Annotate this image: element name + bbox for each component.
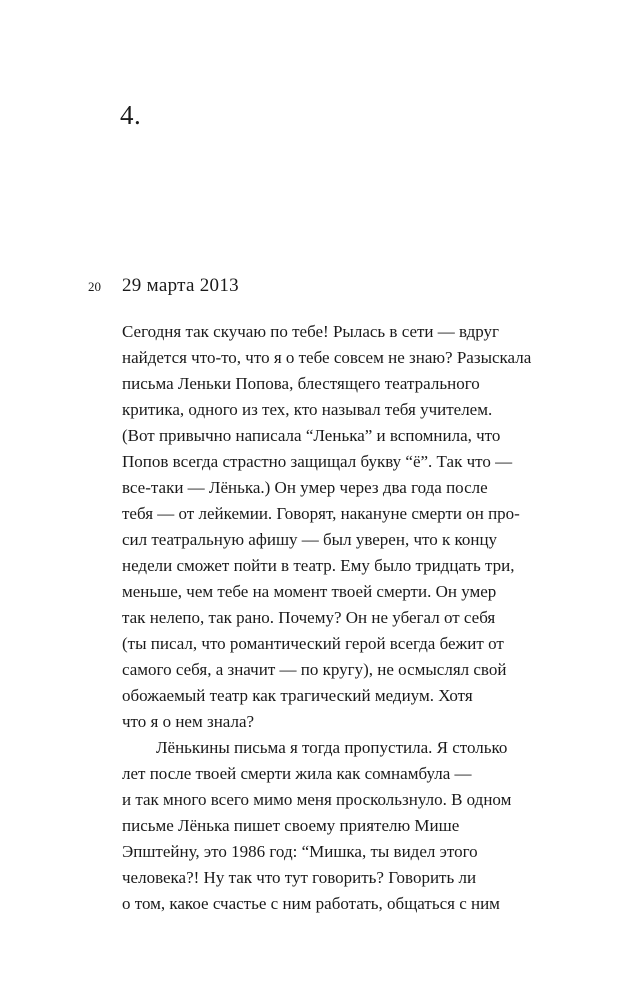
- chapter-number: 4.: [120, 100, 142, 130]
- body-text: [122, 319, 542, 917]
- text-line: лет после твоей смерти жила как сомнамбула —: [122, 764, 472, 783]
- text-line: все-таки — Лёнька.) Он умер через два года после: [122, 478, 488, 497]
- text-line: обожаемый театр как трагический медиум. Хотя: [122, 686, 473, 705]
- page-number: 20: [88, 279, 101, 294]
- text-line: и так много всего мимо меня проскользнуло. В одном: [122, 790, 512, 809]
- text-line: (ты писал, что романтический герой всегда бежит от: [122, 634, 504, 653]
- text-line: так нелепо, так рано. Почему? Он не убегал от себя: [122, 608, 496, 627]
- text-line: найдется что-то, что я о тебе совсем не знаю? Разыскала: [122, 348, 532, 367]
- text-line: самого себя, а значит — по кругу), не осмыслял свой: [122, 660, 507, 679]
- text-line: (Вот привычно написала “Ленька” и вспомнила, что: [122, 426, 501, 445]
- text-line: критика, одного из тех, кто называл тебя учителем.: [122, 400, 493, 419]
- text-line: тебя — от лейкемии. Говорят, накануне смерти он про-: [122, 504, 520, 523]
- text-line: человека?! Ну так что тут говорить? Говорить ли: [122, 868, 477, 887]
- entry-date: 29 марта 2013: [122, 275, 239, 296]
- text-line: письме Лёнька пишет своему приятелю Мише: [122, 816, 460, 835]
- paragraph-start-line: Лёнькины письма я тогда пропустила. Я столько: [156, 738, 508, 757]
- text-line: Сегодня так скучаю по тебе! Рылась в сети — вдруг: [122, 322, 500, 341]
- text-line: Попов всегда страстно защищал букву “ё”. Так что —: [122, 452, 513, 471]
- text-line: меньше, чем тебе на момент твоей смерти. Он умер: [122, 582, 497, 601]
- text-line: Эпштейну, это 1986 год: “Мишка, ты видел этого: [122, 842, 478, 861]
- text-line: о том, какое счастье с ним работать, общаться с ним: [122, 894, 500, 913]
- text-line: что я о нем знала?: [122, 712, 255, 731]
- text-line: письма Леньки Попова, блестящего театрального: [122, 374, 480, 393]
- text-line: сил театральную афишу — был уверен, что к концу: [122, 530, 498, 549]
- text-line: недели сможет пойти в театр. Ему было тридцать три,: [122, 556, 515, 575]
